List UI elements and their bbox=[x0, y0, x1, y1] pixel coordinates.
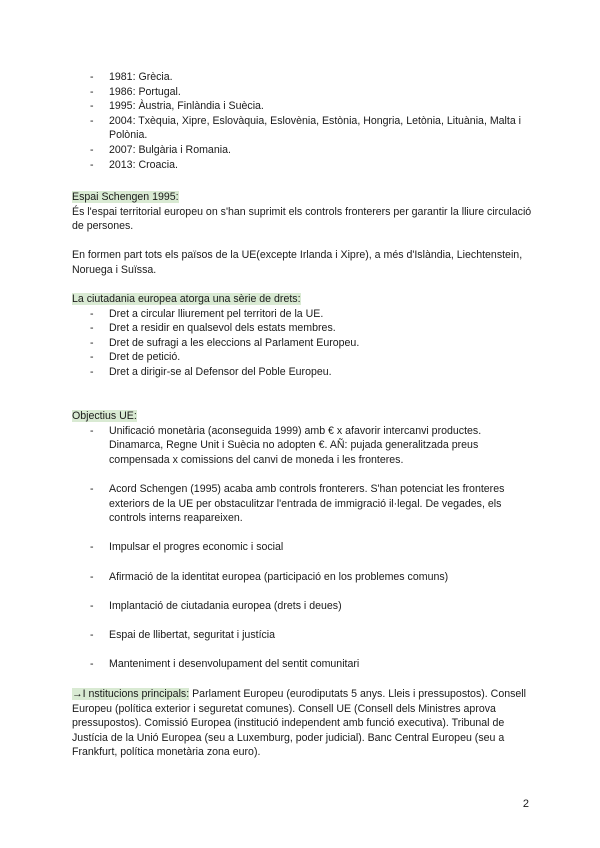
list-item: - 2007: Bulgària i Romania. bbox=[72, 143, 532, 158]
objectives-list bbox=[72, 424, 532, 672]
list-item: - Dret de petició. bbox=[72, 350, 532, 365]
schengen-paragraph-2: En formen part tots els països de la UE(excepte Irlanda i Xipre), a més d'Islàndia, Liechtenstein, Noruega i Suïssa. bbox=[72, 249, 523, 276]
list-item: - Dret de sufragi a les eleccions al Parlament Europeu. bbox=[72, 336, 532, 351]
institutions-paragraph bbox=[72, 687, 532, 760]
schengen-paragraph-1: És l'espai territorial europeu on s'han suprimit els controls fronterers per garantir la lliure circulació de persones. bbox=[72, 205, 532, 233]
list-item: - Dret a residir en qualsevol dels estats membres. bbox=[72, 321, 532, 336]
citizenship-heading: La ciutadania europea atorga una sèrie de drets: bbox=[72, 293, 301, 305]
citizenship-section bbox=[72, 292, 532, 380]
institutions-text: Parlament Europeu (eurodiputats 5 anys. Lleis i pressupostos). Consell Europeu (política exterior i seguretat comunes). Consell UE (Consell dels Ministres aprova pressupostos). Comissió Europea (institució independent amb funció executiva). Tribunal de Justícia de la Unió Europea (seu a Luxemburg, poder judicial). Banc Central Europeu (seu a Frankfurt, política monetària zona euro). bbox=[72, 688, 526, 759]
objectives-heading: Objectius UE: bbox=[72, 410, 137, 422]
list-item: - 1981: Grècia. bbox=[72, 70, 532, 85]
list-item: - 2004: Txèquia, Xipre, Eslovàquia, Eslovènia, Estònia, Hongria, Letònia, Lituània, Malta i Polònia. bbox=[72, 114, 532, 143]
list-item: - Espai de llibertat, seguritat i justícia bbox=[72, 628, 532, 643]
page-number: 2 bbox=[522, 798, 529, 810]
list-item: - Afirmació de la identitat europea (participació en los problemes comuns) bbox=[72, 570, 532, 585]
list-item: - Dret a circular lliurement pel territori de la UE. bbox=[72, 307, 532, 322]
list-item: - Dret a dirigir-se al Defensor del Poble Europeu. bbox=[72, 365, 532, 380]
list-item: - 1995: Àustria, Finlàndia i Suècia. bbox=[72, 99, 532, 114]
schengen-section bbox=[72, 190, 532, 278]
list-item: - 2013: Croacia. bbox=[72, 158, 532, 173]
institutions-section bbox=[72, 687, 532, 760]
schengen-heading: Espai Schengen 1995: bbox=[72, 191, 179, 203]
list-item: - 1986: Portugal. bbox=[72, 85, 532, 100]
list-item: - Manteniment i desenvolupament del sentit comunitari bbox=[72, 657, 532, 672]
list-item: - Impulsar el progres economic i social bbox=[72, 540, 532, 555]
list-item: - Implantació de ciutadania europea (drets i deues) bbox=[72, 599, 532, 614]
list-item: - Acord Schengen (1995) acaba amb controls fronterers. S'han potenciat les fronteres exteriors de la UE per obstaculitzar l'entrada de immigració il·legal. De vegades, els controls interns reapareixen. bbox=[72, 482, 532, 526]
enlargement-list-block bbox=[72, 70, 532, 172]
enlargement-list bbox=[72, 70, 532, 172]
list-item: - Unificació monetària (aconseguida 1999) amb € x afavorir intercanvi productes. Dinamarca, Regne Unit i Suècia no adopten €. AÑ: pujada generalitzada preus compensada x comissions del canvi de moneda i les fronteres. bbox=[72, 424, 532, 468]
institutions-heading: →I nstitucions principals: bbox=[72, 688, 190, 700]
citizenship-rights-list bbox=[72, 307, 532, 380]
objectives-section bbox=[72, 409, 532, 686]
